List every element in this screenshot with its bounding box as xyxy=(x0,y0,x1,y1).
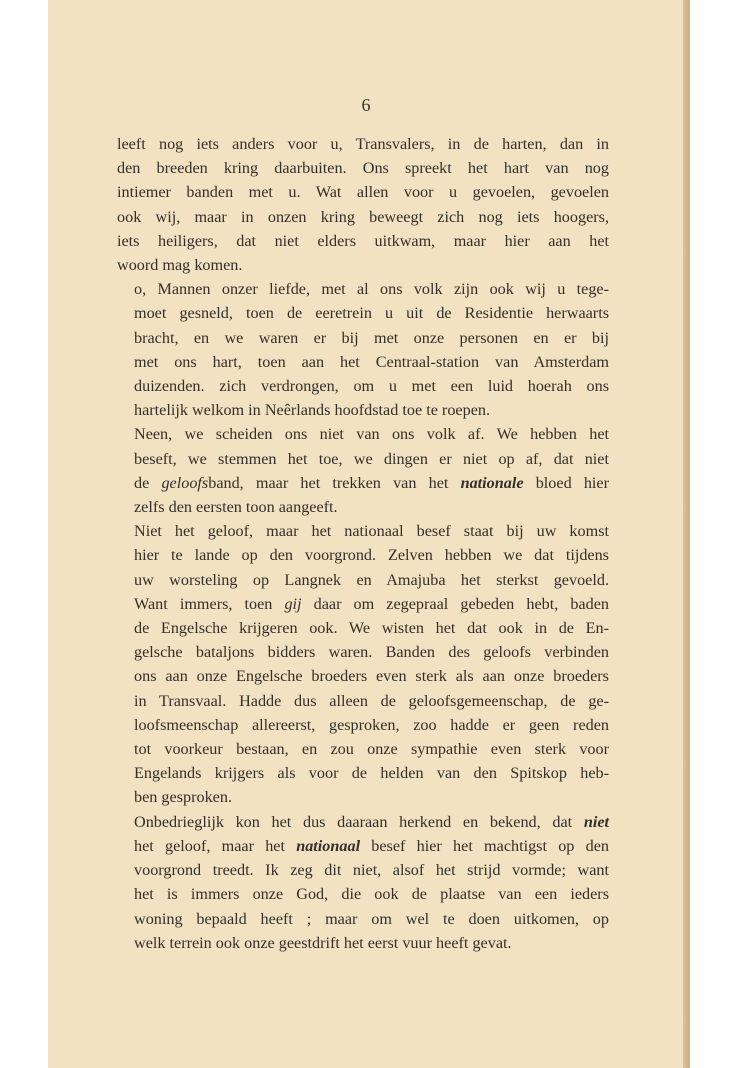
text-segment: Engelands krijgers als voor de helden van den Spitskop heb- xyxy=(134,764,609,783)
text-line xyxy=(117,689,609,713)
text-line xyxy=(117,543,609,567)
paragraph xyxy=(117,422,609,519)
text-line xyxy=(117,398,609,422)
text-segment: bracht, en we waren er bij met onze personen en er bij xyxy=(134,328,609,347)
text-line xyxy=(117,301,609,325)
text-segment: de xyxy=(134,473,162,492)
text-line xyxy=(117,568,609,592)
text-segment: Niet het geloof, maar het nationaal besef staat bij uw komst xyxy=(134,522,609,541)
text-segment: zelfs den eersten toon aangeeft. xyxy=(134,498,338,517)
text-line xyxy=(117,713,609,737)
text-line xyxy=(117,931,609,955)
text-line xyxy=(117,253,609,277)
emphasized-text: geloofs xyxy=(161,473,209,492)
text-line xyxy=(117,761,609,785)
text-line xyxy=(117,156,609,180)
text-line xyxy=(117,737,609,761)
text-segment: hartelijk welkom in Neêrlands hoofdstad toe te roepen. xyxy=(134,401,491,420)
text-segment: de Engelsche krijgeren ook. We wisten het dat ook in de En- xyxy=(134,619,609,638)
paragraph xyxy=(117,810,609,955)
text-segment: ook wij, maar in onzen kring beweegt zich nog iets hoogers, xyxy=(117,207,609,226)
body-text xyxy=(117,132,609,955)
text-line xyxy=(117,664,609,688)
text-segment: ben gesproken. xyxy=(134,788,232,807)
text-line xyxy=(117,277,609,301)
text-line xyxy=(117,907,609,931)
text-line xyxy=(117,616,609,640)
text-line xyxy=(117,495,609,519)
text-line xyxy=(117,519,609,543)
text-segment: daar om zegepraal gebeden hebt, baden xyxy=(301,594,609,613)
text-segment: woning bepaald heeft ; maar om wel te doen uitkomen, op xyxy=(134,909,609,928)
page-number: 6 xyxy=(361,95,371,115)
text-segment: o, Mannen onzer liefde, met al ons volk zijn ook wij u tege- xyxy=(134,280,609,299)
text-segment: moet gesneld, toen de eeretrein u uit de Residentie herwaarts xyxy=(134,304,609,323)
text-segment: Neen, we scheiden ons niet van ons volk af. We hebben het xyxy=(134,425,609,444)
text-segment: Want immers, toen xyxy=(134,594,285,613)
text-segment: gelsche bataljons bidders waren. Banden des geloofs verbinden xyxy=(134,643,609,662)
text-segment: tot voorkeur bestaan, en zou onze sympathie even sterk voor xyxy=(134,740,609,759)
text-segment: welk terrein ook onze geestdrift het eerst vuur heeft gevat. xyxy=(134,933,512,952)
text-segment: het is immers onze God, die ook de plaatse van een ieders xyxy=(134,885,609,904)
text-line xyxy=(117,834,609,858)
text-line xyxy=(117,810,609,834)
text-segment: intiemer banden met u. Wat allen voor u gevoelen, gevoelen xyxy=(117,183,609,202)
text-segment: het geloof, maar het xyxy=(134,836,297,855)
paragraph xyxy=(117,132,609,277)
text-line xyxy=(117,229,609,253)
text-line xyxy=(117,326,609,350)
text-segment: duizenden. zich verdrongen, om u met een luid hoerah ons xyxy=(134,377,609,396)
text-line xyxy=(117,471,609,495)
text-segment: voorgrond treedt. Ik zeg dit niet, alsof het strijd vormde; want xyxy=(134,861,609,880)
text-segment: uw worsteling op Langnek en Amajuba het sterkst gevoeld. xyxy=(134,570,609,589)
text-segment: band, maar het trekken van het xyxy=(208,473,461,492)
text-line xyxy=(117,858,609,882)
text-line xyxy=(117,180,609,204)
text-segment: hier te lande op den voorgrond. Zelven hebben we dat tijdens xyxy=(134,546,609,565)
text-segment: bloed hier xyxy=(523,473,609,492)
text-line xyxy=(117,785,609,809)
emphasized-text: nationale xyxy=(460,473,524,492)
text-line xyxy=(117,132,609,156)
paragraph xyxy=(117,277,609,422)
emphasized-text: niet xyxy=(583,812,609,831)
text-segment: iets heiligers, dat niet elders uitkwam, maar hier aan het xyxy=(117,231,609,250)
page-edge xyxy=(683,0,690,1068)
emphasized-text: nationaal xyxy=(296,836,361,855)
text-line xyxy=(117,640,609,664)
text-segment: beseft, we stemmen het toe, we dingen er niet op af, dat niet xyxy=(134,449,609,468)
text-segment: ons aan onze Engelsche broeders even sterk als aan onze broeders xyxy=(134,667,609,686)
text-line xyxy=(117,350,609,374)
text-segment: met ons hart, toen aan het Centraal-station van Amsterdam xyxy=(134,352,609,371)
text-line xyxy=(117,592,609,616)
text-segment: in Transvaal. Hadde dus alleen de geloofsgemeenschap, de ge- xyxy=(134,691,609,710)
emphasized-text: gij xyxy=(284,594,302,613)
text-line xyxy=(117,447,609,471)
text-segment: Onbedrieglijk kon het dus daaraan herkend en bekend, dat xyxy=(134,812,584,831)
text-segment: loofsmeenschap allereerst, gesproken, zoo hadde er geen reden xyxy=(134,715,609,734)
text-line xyxy=(117,374,609,398)
paragraph xyxy=(117,519,609,809)
text-line xyxy=(117,882,609,906)
text-segment: besef hier het machtigst op den xyxy=(360,836,609,855)
text-segment: woord mag komen. xyxy=(117,256,243,275)
text-line xyxy=(117,422,609,446)
text-segment: leeft nog iets anders voor u, Transvalers, in de harten, dan in xyxy=(117,135,609,153)
text-segment: den breeden kring daarbuiten. Ons spreekt het hart van nog xyxy=(117,159,609,178)
text-line xyxy=(117,205,609,229)
